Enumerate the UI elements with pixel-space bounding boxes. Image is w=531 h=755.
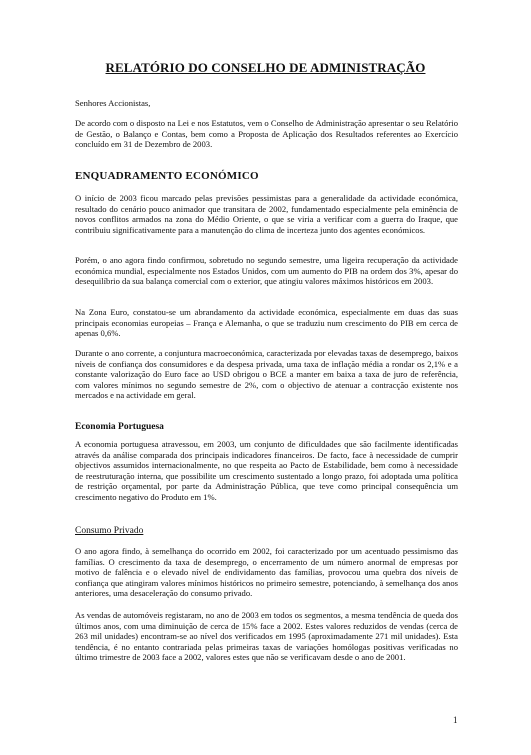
economic-paragraph: Durante o ano corrente, a conjuntura macroeconómica, caracterizada por elevadas taxas de desemprego, baixos níveis de confiança dos consumidores e da despesa privada, uma taxa de inflação média a rondar os 2,1% e a constante valorização do Euro face ao USD obrigou o BCE a manter em baixa a taxa de juro de referência, com valores mínimos no segundo semestre de 2%, com o objectivo de atenuar a contracção existente nos mercados e na actividade em geral. (75, 348, 458, 401)
portuguese-economy-paragraph: A economia portuguesa atravessou, em 2003, um conjunto de dificuldades que são facilmente identificadas através da análise comparada dos principais indicadores financeiros. De facto, face à necessidade de cumprir objectivos assumidos internacionalmente, no que respeita ao Pacto de Estabilidade, bem como à necessidade de reestruturação interna, que possibilite um crescimento sustentado a longo prazo, foi adoptada uma política de restrição orçamental, por parte da Administração Pública, que teve como principal consequência um crescimento negativo do Produto em 1%. (75, 439, 458, 502)
consumption-paragraph: O ano agora findo, à semelhança do ocorrido em 2002, foi caracterizado por um acentuado pessimismo das famílias. O crescimento da taxa de desemprego, o encerramento de um número anormal de empresas por motivo de falência e o elevado nível de endividamento das famílias, provocou uma quebra dos níveis de confiança que atingiram valores mínimos históricos no primeiro semestre, potenciando, à semelhança dos anos anteriores, uma desaceleração do consumo privado. (75, 546, 458, 599)
subheading-portuguese-economy: Economia Portuguesa (75, 422, 164, 432)
economic-paragraph: Porém, o ano agora findo confirmou, sobretudo no segundo semestre, uma ligeira recuperação da actividade económica mundial, especialmente nos Estados Unidos, com um aumento do PIB na ordem dos 3%, apesar do desequilíbrio da sua balança comercial com o exterior, que atingiu valores máximos históricos em 2003. (75, 255, 458, 287)
subheading-private-consumption: Consumo Privado (75, 526, 144, 536)
section-heading-economic: ENQUADRAMENTO ECONÓMICO (75, 170, 259, 182)
intro-paragraph: De acordo com o disposto na Lei e nos Estatutos, vem o Conselho de Administração apresentar o seu Relatório de Gestão, o Balanço e Contas, bem como a Proposta de Aplicação dos Resultados referentes ao Exercício concluído em 31 de Dezembro de 2003. (75, 118, 458, 150)
salutation: Senhores Accionistas, (75, 98, 151, 108)
report-title: RELATÓRIO DO CONSELHO DE ADMINISTRAÇÃO (105, 60, 426, 75)
page-number: 1 (453, 715, 458, 725)
economic-paragraph: O início de 2003 ficou marcado pelas previsões pessimistas para a generalidade da actividade económica, resultado do cenário pouco animador que transitara de 2002, fundamentado especialmente pela eminência de novos conflitos armados na zona do Médio Oriente, o que se viria a verificar com a guerra do Iraque, que contribuiu significativamente para a manutenção do clima de incerteza junto dos agentes económicos. (75, 193, 458, 235)
economic-paragraph: Na Zona Euro, constatou-se um abrandamento da actividade económica, especialmente em duas das suas principais economias europeias – França e Alemanha, o que se traduziu num crescimento do PIB em cerca de apenas 0,6%. (75, 307, 458, 339)
consumption-paragraph: As vendas de automóveis registaram, no ano de 2003 em todos os segmentos, a mesma tendência de queda dos últimos anos, com uma diminuição de cerca de 15% face a 2002. Estes valores reduzidos de vendas (cerca de 263 mil unidades) encontram-se ao nível dos verificados em 1995 (aproximadamente 271 mil unidades). Esta tendência, é no entanto contrariada pelas primeiras taxas de variações homólogas positivas verificadas no último trimestre de 2003 face a 2002, valores estes que não se verificavam desde o ano de 2001. (75, 610, 458, 663)
